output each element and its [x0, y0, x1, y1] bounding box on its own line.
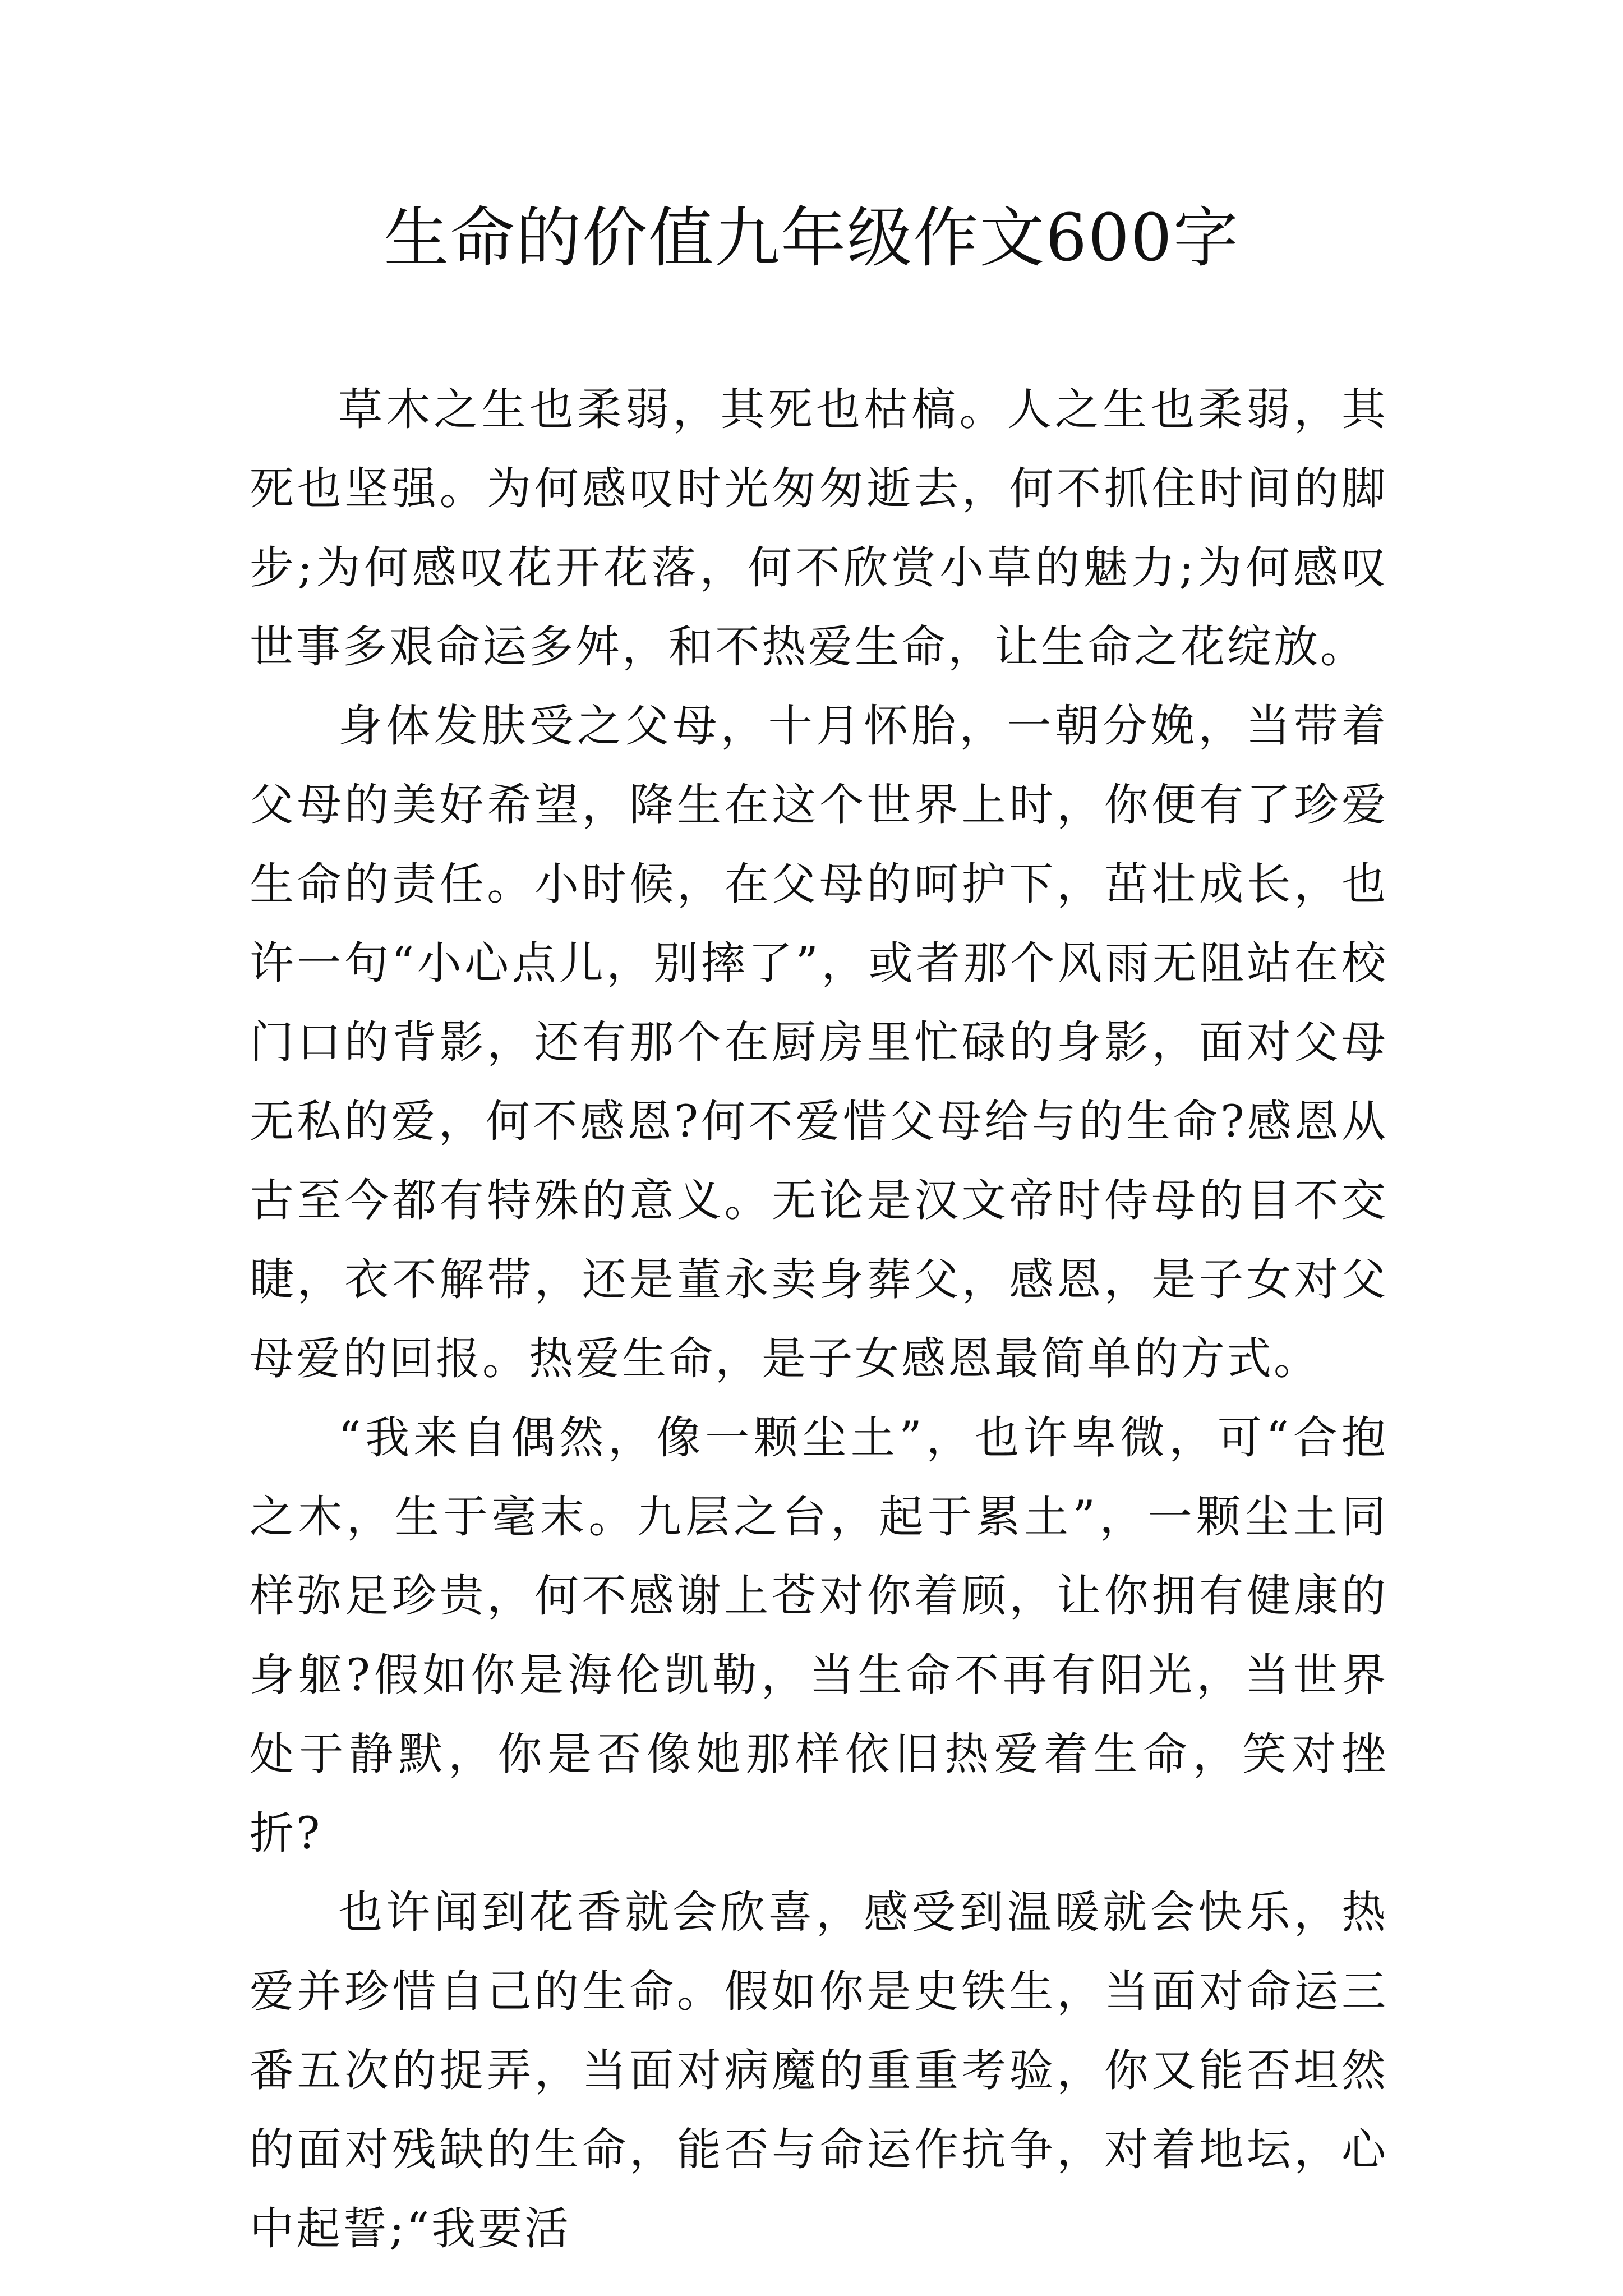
paragraph-3: “我来自偶然，像一颗尘土”，也许卑微，可“合抱之木，生于毫末。九层之台，起于累土”，一颗尘土同样弥足珍贵，何不感谢上苍对你着顾，让你拥有健康的身躯?假如你是海伦凯勒，当生命不再有阳光，当世界处于静默，你是否像她那样依旧热爱着生命，笑对挫折? [250, 1412, 1388, 1859]
paragraph-2: 身体发肤受之父母，十月怀胎，一朝分娩，当带着父母的美好希望，降生在这个世界上时，你便有了珍爱生命的责任。小时候，在父母的呵护下，茁壮成长，也许一句“小心点儿，别摔了”，或者那个风雨无阻站在校门口的背影，还有那个在厨房里忙碌的身影，面对父母无私的爱，何不感恩?何不爱惜父母给与的生命?感恩从古至今都有特殊的意义。无论是汉文帝时侍母的目不交睫，衣不解带，还是董永卖身葬父，感恩，是子女对父母爱的回报。热爱生命，是子女感恩最简单的方式。 [250, 700, 1388, 1384]
paragraph-4: 也许闻到花香就会欣喜，感受到温暖就会快乐，热爱并珍惜自己的生命。假如你是史铁生，当面对命运三番五次的捉弄，当面对病魔的重重考验，你又能否坦然的面对残缺的生命，能否与命运作抗争，对着地坛，心中起誓;“我要活 [250, 1887, 1388, 2254]
document-title: 生命的价值九年级作文600字 [384, 200, 1239, 276]
document-body [250, 370, 1388, 2269]
paragraph-1: 草木之生也柔弱，其死也枯槁。人之生也柔弱，其死也坚强。为何感叹时光匆匆逝去，何不抓住时间的脚步;为何感叹花开花落，何不欣赏小草的魅力;为何感叹世事多艰命运多舛，和不热爱生命，让生命之花绽放。 [250, 384, 1388, 673]
